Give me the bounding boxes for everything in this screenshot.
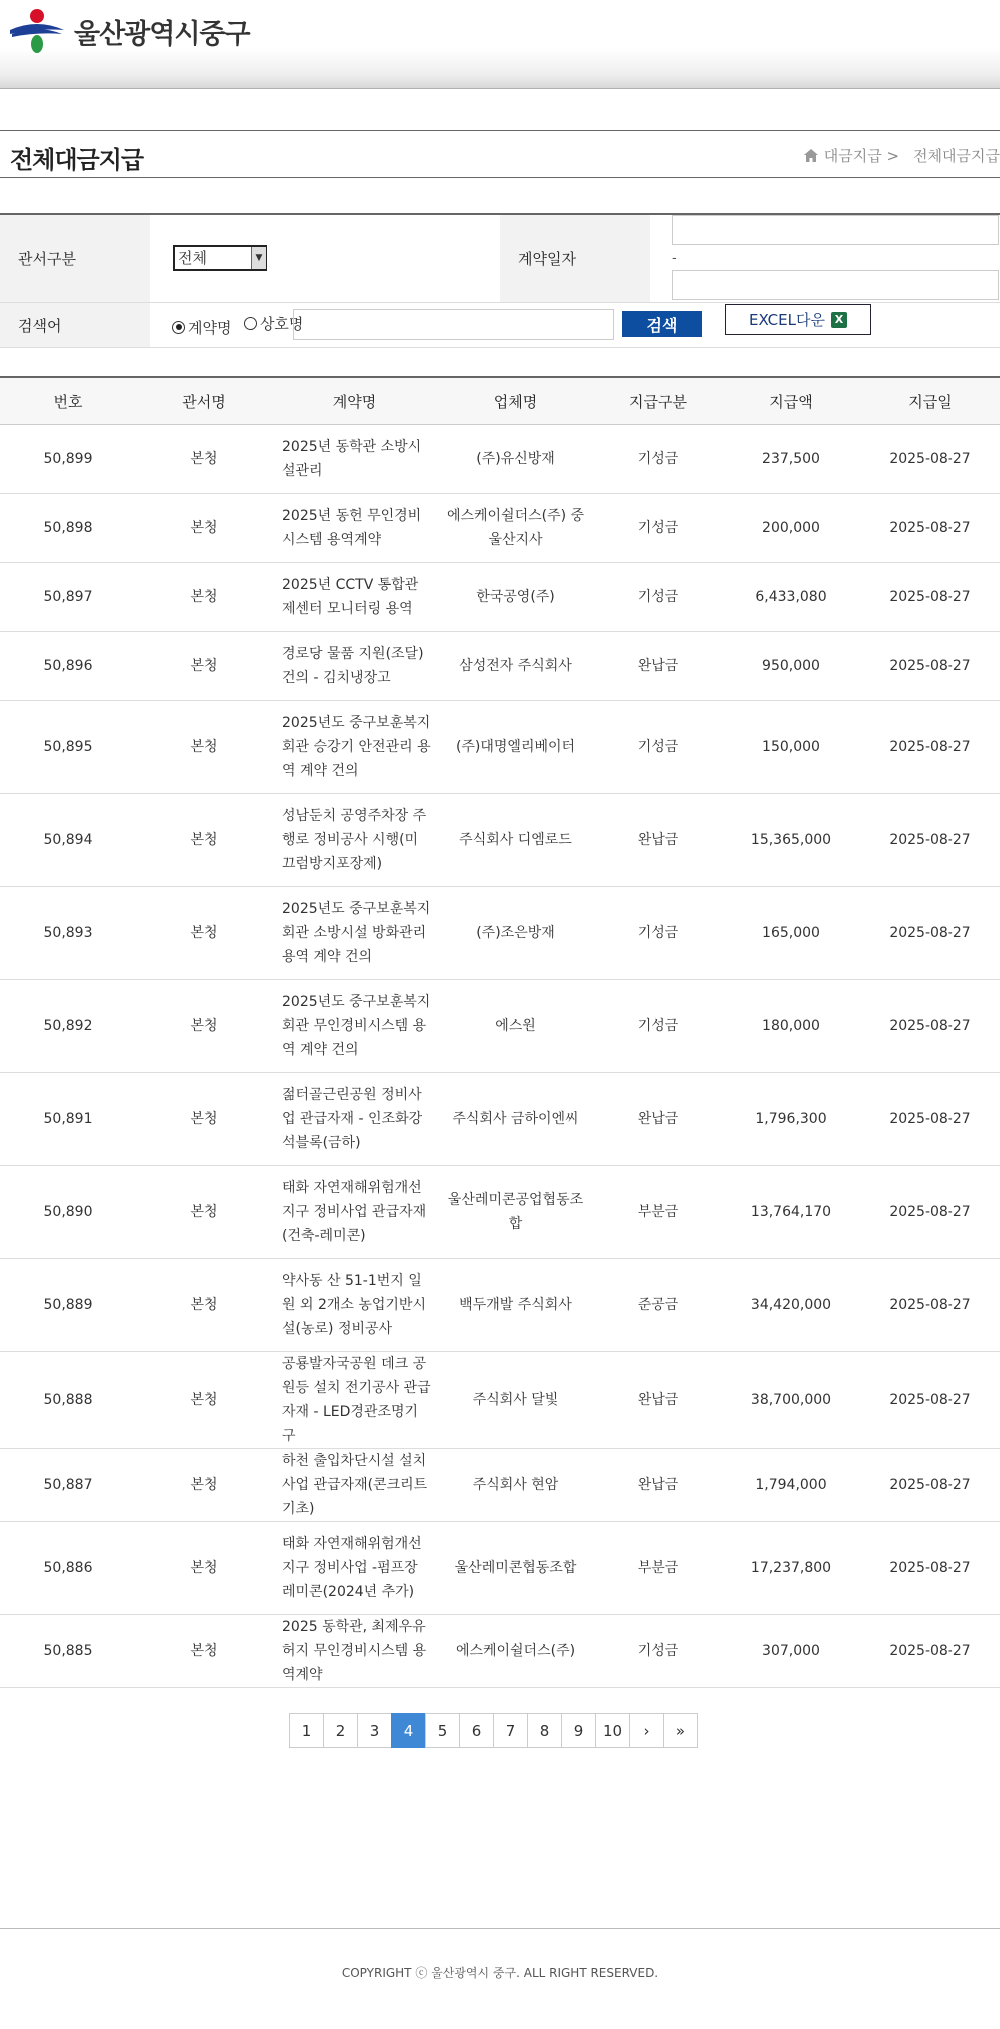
cell-amount: 165,000 bbox=[722, 887, 860, 980]
cell-payment-type: 부분금 bbox=[594, 1166, 722, 1259]
table-row[interactable] bbox=[0, 1522, 1000, 1615]
table-row[interactable] bbox=[0, 1259, 1000, 1352]
search-row-office-date bbox=[0, 215, 1000, 303]
city-emblem-icon bbox=[8, 8, 66, 54]
page-1-button[interactable]: 1 bbox=[289, 1713, 324, 1748]
cell-contract-name[interactable]: 2025년 동학관 소방시설관리 bbox=[272, 425, 437, 494]
cell-no: 50,892 bbox=[0, 980, 136, 1073]
cell-vendor: (주)대명엘리베이터 bbox=[437, 701, 594, 794]
page-8-button[interactable]: 8 bbox=[527, 1713, 562, 1748]
cell-no: 50,899 bbox=[0, 425, 136, 494]
table-row[interactable] bbox=[0, 794, 1000, 887]
cell-amount: 34,420,000 bbox=[722, 1259, 860, 1352]
cell-payment-type: 기성금 bbox=[594, 887, 722, 980]
cell-vendor: (주)조은방재 bbox=[437, 887, 594, 980]
cell-office: 본청 bbox=[136, 794, 272, 887]
cell-no: 50,885 bbox=[0, 1615, 136, 1688]
cell-vendor: (주)유신방재 bbox=[437, 425, 594, 494]
cell-contract-name[interactable]: 약사동 산 51-1번지 일원 외 2개소 농업기반시설(농로) 정비공사 bbox=[272, 1259, 437, 1352]
table-row[interactable] bbox=[0, 980, 1000, 1073]
breadcrumb-item-payment[interactable]: 대금지급 > bbox=[823, 147, 900, 165]
cell-payment-type: 기성금 bbox=[594, 1615, 722, 1688]
col-header-vendor: 업체명 bbox=[437, 377, 594, 425]
cell-office: 본청 bbox=[136, 1522, 272, 1615]
table-row[interactable] bbox=[0, 701, 1000, 794]
page-title: 전체대금지급 bbox=[10, 146, 144, 174]
last-page-icon[interactable]: » bbox=[663, 1713, 698, 1748]
page-3-button[interactable]: 3 bbox=[357, 1713, 392, 1748]
cell-office: 본청 bbox=[136, 632, 272, 701]
search-button[interactable]: 검색 bbox=[622, 311, 702, 337]
cell-payment-type: 완납금 bbox=[594, 632, 722, 701]
cell-vendor: 주식회사 디엠로드 bbox=[437, 794, 594, 887]
keyword-label: 검색어 bbox=[0, 303, 150, 347]
cell-amount: 38,700,000 bbox=[722, 1352, 860, 1449]
office-label: 관서구분 bbox=[0, 215, 150, 302]
cell-contract-name[interactable]: 2025년도 중구보훈복지회관 승강기 안전관리 용역 계약 건의 bbox=[272, 701, 437, 794]
payment-table bbox=[0, 376, 1000, 1688]
cell-date: 2025-08-27 bbox=[860, 1259, 1000, 1352]
keyword-cell bbox=[150, 303, 1000, 347]
cell-payment-type: 기성금 bbox=[594, 425, 722, 494]
cell-amount: 237,500 bbox=[722, 425, 860, 494]
cell-contract-name[interactable]: 2025 동학관, 최제우유허지 무인경비시스템 용역계약 bbox=[272, 1615, 437, 1688]
radio-contract-name[interactable] bbox=[172, 317, 231, 338]
cell-date: 2025-08-27 bbox=[860, 1449, 1000, 1522]
page-7-button[interactable]: 7 bbox=[493, 1713, 528, 1748]
table-row[interactable] bbox=[0, 887, 1000, 980]
cell-vendor: 에스케이쉴더스(주) bbox=[437, 1615, 594, 1688]
cell-payment-type: 기성금 bbox=[594, 494, 722, 563]
cell-amount: 180,000 bbox=[722, 980, 860, 1073]
table-row[interactable] bbox=[0, 632, 1000, 701]
cell-vendor: 에스원 bbox=[437, 980, 594, 1073]
table-row[interactable] bbox=[0, 563, 1000, 632]
cell-contract-name[interactable]: 태화 자연재해위험개선지구 정비사업 관급자재(건축-레미콘) bbox=[272, 1166, 437, 1259]
date-start-input[interactable] bbox=[672, 215, 999, 245]
search-row-keyword bbox=[0, 303, 1000, 347]
col-header-type: 지급구분 bbox=[594, 377, 722, 425]
next-page-icon[interactable]: › bbox=[629, 1713, 664, 1748]
cell-amount: 307,000 bbox=[722, 1615, 860, 1688]
logo-text: 울산광역시중구 bbox=[74, 18, 250, 50]
cell-office: 본청 bbox=[136, 494, 272, 563]
cell-vendor: 울산레미콘협동조합 bbox=[437, 1522, 594, 1615]
office-cell bbox=[150, 215, 500, 302]
cell-amount: 1,794,000 bbox=[722, 1449, 860, 1522]
cell-amount: 17,237,800 bbox=[722, 1522, 860, 1615]
cell-date: 2025-08-27 bbox=[860, 1615, 1000, 1688]
table-row[interactable] bbox=[0, 494, 1000, 563]
cell-no: 50,894 bbox=[0, 794, 136, 887]
radio-unchecked-icon[interactable] bbox=[244, 317, 257, 330]
office-select[interactable] bbox=[173, 245, 267, 271]
cell-contract-name[interactable]: 공룡발자국공원 데크 공원등 설치 전기공사 관급자재 - LED경관조명기구 bbox=[272, 1352, 437, 1449]
cell-amount: 950,000 bbox=[722, 632, 860, 701]
cell-amount: 15,365,000 bbox=[722, 794, 860, 887]
office-select-value: 전체 bbox=[178, 249, 207, 267]
cell-office: 본청 bbox=[136, 1073, 272, 1166]
table-body bbox=[0, 425, 1000, 1688]
radio-company-label: 상호명 bbox=[259, 315, 304, 333]
cell-date: 2025-08-27 bbox=[860, 632, 1000, 701]
cell-no: 50,887 bbox=[0, 1449, 136, 1522]
cell-date: 2025-08-27 bbox=[860, 494, 1000, 563]
chevron-down-icon[interactable]: ▼ bbox=[251, 247, 266, 269]
cell-payment-type: 완납금 bbox=[594, 1352, 722, 1449]
keyword-input[interactable] bbox=[293, 309, 614, 340]
cell-no: 50,888 bbox=[0, 1352, 136, 1449]
date-end-input[interactable] bbox=[672, 270, 999, 300]
copyright-text: COPYRIGHT ⓒ 울산광역시 중구. ALL RIGHT RESERVED. bbox=[341, 1966, 659, 1980]
cell-date: 2025-08-27 bbox=[860, 1073, 1000, 1166]
cell-no: 50,897 bbox=[0, 563, 136, 632]
cell-no: 50,895 bbox=[0, 701, 136, 794]
cell-no: 50,893 bbox=[0, 887, 136, 980]
col-header-contract: 계약명 bbox=[272, 377, 437, 425]
radio-contract-label: 계약명 bbox=[188, 318, 232, 337]
col-header-no: 번호 bbox=[0, 377, 136, 425]
cell-vendor: 주식회사 금하이엔씨 bbox=[437, 1073, 594, 1166]
cell-date: 2025-08-27 bbox=[860, 1166, 1000, 1259]
cell-office: 본청 bbox=[136, 563, 272, 632]
table-header-row bbox=[0, 377, 1000, 425]
cell-date: 2025-08-27 bbox=[860, 887, 1000, 980]
cell-payment-type: 기성금 bbox=[594, 980, 722, 1073]
radio-checked-icon[interactable] bbox=[172, 321, 185, 334]
cell-vendor: 주식회사 현암 bbox=[437, 1449, 594, 1522]
cell-office: 본청 bbox=[136, 980, 272, 1073]
cell-vendor: 삼성전자 주식회사 bbox=[437, 632, 594, 701]
table-row[interactable] bbox=[0, 1166, 1000, 1259]
cell-office: 본청 bbox=[136, 1449, 272, 1522]
cell-office: 본청 bbox=[136, 701, 272, 794]
col-header-date: 지급일 bbox=[860, 377, 1000, 425]
page-2-button[interactable]: 2 bbox=[323, 1713, 358, 1748]
cell-vendor: 한국공영(주) bbox=[437, 563, 594, 632]
cell-no: 50,898 bbox=[0, 494, 136, 563]
cell-office: 본청 bbox=[136, 1259, 272, 1352]
cell-contract-name[interactable]: 성남둔치 공영주차장 주행로 정비공사 시행(미끄럼방지포장제) bbox=[272, 794, 437, 887]
cell-contract-name[interactable]: 2025년 동헌 무인경비시스템 용역계약 bbox=[272, 494, 437, 563]
site-logo[interactable] bbox=[8, 8, 250, 54]
date-separator: - bbox=[672, 251, 677, 266]
cell-payment-type: 준공금 bbox=[594, 1259, 722, 1352]
cell-office: 본청 bbox=[136, 425, 272, 494]
date-cell bbox=[650, 215, 1000, 302]
cell-amount: 6,433,080 bbox=[722, 563, 860, 632]
table-row[interactable] bbox=[0, 1615, 1000, 1688]
cell-date: 2025-08-27 bbox=[860, 563, 1000, 632]
cell-contract-name[interactable]: 젊터골근린공원 정비사업 관급자재 - 인조화강석블록(금하) bbox=[272, 1073, 437, 1166]
cell-date: 2025-08-27 bbox=[860, 794, 1000, 887]
table-row[interactable] bbox=[0, 1073, 1000, 1166]
cell-contract-name[interactable]: 하천 출입차단시설 설치사업 관급자재(콘크리트기초) bbox=[272, 1449, 437, 1522]
home-icon[interactable] bbox=[804, 149, 818, 162]
table-row[interactable] bbox=[0, 425, 1000, 494]
cell-amount: 1,796,300 bbox=[722, 1073, 860, 1166]
col-header-office: 관서명 bbox=[136, 377, 272, 425]
cell-vendor: 에스케이쉴더스(주) 중울산지사 bbox=[437, 494, 594, 563]
cell-no: 50,886 bbox=[0, 1522, 136, 1615]
page-4-button[interactable]: 4 bbox=[391, 1713, 426, 1748]
cell-no: 50,891 bbox=[0, 1073, 136, 1166]
cell-contract-name[interactable]: 경로당 물품 지원(조달) 건의 - 김치냉장고 bbox=[272, 632, 437, 701]
cell-vendor: 울산레미콘공업협동조합 bbox=[437, 1166, 594, 1259]
cell-vendor: 백두개발 주식회사 bbox=[437, 1259, 594, 1352]
cell-contract-name[interactable]: 2025년 CCTV 통합관제센터 모니터링 용역 bbox=[272, 563, 437, 632]
table-row[interactable] bbox=[0, 1352, 1000, 1449]
cell-payment-type: 기성금 bbox=[594, 563, 722, 632]
cell-payment-type: 기성금 bbox=[594, 701, 722, 794]
col-header-amount: 지급액 bbox=[722, 377, 860, 425]
breadcrumb bbox=[804, 145, 1000, 166]
page-10-button[interactable]: 10 bbox=[595, 1713, 630, 1748]
cell-date: 2025-08-27 bbox=[860, 701, 1000, 794]
cell-date: 2025-08-27 bbox=[860, 1522, 1000, 1615]
title-bar bbox=[0, 130, 1000, 178]
cell-office: 본청 bbox=[136, 1166, 272, 1259]
site-footer bbox=[0, 1928, 1000, 2029]
cell-contract-name[interactable]: 태화 자연재해위험개선지구 정비사업 -펌프장레미콘(2024년 추가) bbox=[272, 1522, 437, 1615]
cell-amount: 13,764,170 bbox=[722, 1166, 860, 1259]
cell-contract-name[interactable]: 2025년도 중구보훈복지회관 무인경비시스템 용역 계약 건의 bbox=[272, 980, 437, 1073]
breadcrumb-item-all-payment[interactable]: 전체대금지급 bbox=[913, 147, 1000, 165]
date-label: 계약일자 bbox=[500, 215, 650, 302]
cell-vendor: 주식회사 달빛 bbox=[437, 1352, 594, 1449]
cell-amount: 200,000 bbox=[722, 494, 860, 563]
table-row[interactable] bbox=[0, 1449, 1000, 1522]
cell-payment-type: 완납금 bbox=[594, 794, 722, 887]
excel-icon: X bbox=[831, 312, 847, 328]
page-6-button[interactable]: 6 bbox=[459, 1713, 494, 1748]
cell-no: 50,890 bbox=[0, 1166, 136, 1259]
excel-download-label: EXCEL다운 bbox=[749, 311, 825, 329]
cell-date: 2025-08-27 bbox=[860, 1352, 1000, 1449]
site-header bbox=[0, 0, 1000, 89]
page-9-button[interactable]: 9 bbox=[561, 1713, 596, 1748]
cell-payment-type: 완납금 bbox=[594, 1449, 722, 1522]
excel-download-button[interactable] bbox=[725, 304, 871, 335]
cell-date: 2025-08-27 bbox=[860, 980, 1000, 1073]
search-form bbox=[0, 213, 1000, 348]
cell-office: 본청 bbox=[136, 887, 272, 980]
cell-date: 2025-08-27 bbox=[860, 425, 1000, 494]
cell-payment-type: 완납금 bbox=[594, 1073, 722, 1166]
cell-no: 50,896 bbox=[0, 632, 136, 701]
cell-amount: 150,000 bbox=[722, 701, 860, 794]
pagination bbox=[289, 1713, 698, 1748]
page-5-button[interactable]: 5 bbox=[425, 1713, 460, 1748]
cell-no: 50,889 bbox=[0, 1259, 136, 1352]
cell-contract-name[interactable]: 2025년도 중구보훈복지회관 소방시설 방화관리 용역 계약 건의 bbox=[272, 887, 437, 980]
cell-payment-type: 부분금 bbox=[594, 1522, 722, 1615]
cell-office: 본청 bbox=[136, 1352, 272, 1449]
cell-office: 본청 bbox=[136, 1615, 272, 1688]
